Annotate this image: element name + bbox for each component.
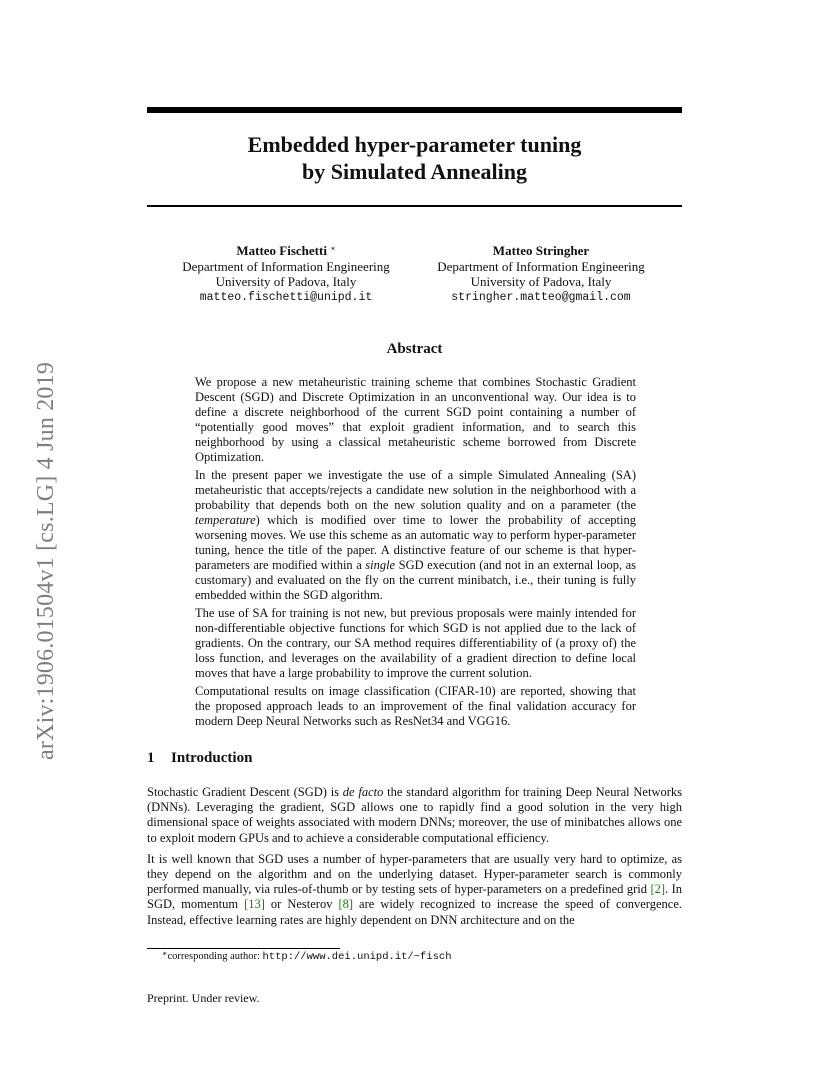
author-block-2	[406, 243, 676, 305]
author-name: Matteo Fischetti	[236, 243, 327, 258]
abstract-text: ) which is modified over time to lower the probability of accepting worsening moves. We use this scheme as an automatic way to perform hyper-parameter tuning, hence the title of the paper. A distinctive feature of our scheme is that hyper-parameters are modified within a	[195, 513, 636, 572]
abstract-body	[195, 375, 636, 732]
section-number: 1	[147, 750, 155, 766]
abstract-text: In the present paper we investigate the use of a simple Simulated Annealing (SA) metaheuristic that accepts/rejects a candidate new solution in the neighborhood with a probability that depends both on the new solution quality and on a parameter (the	[195, 468, 636, 512]
author-email[interactable]: stringher.matteo@gmail.com	[451, 290, 631, 304]
introduction-body	[147, 785, 682, 934]
author-email[interactable]: matteo.fischetti@unipd.it	[199, 290, 373, 304]
section-title: Introduction	[171, 750, 253, 766]
intro-paragraph-2	[147, 852, 682, 928]
footnote-mark: ∗	[330, 244, 336, 253]
footnote	[162, 951, 452, 963]
body-text: or Nesterov	[264, 897, 339, 912]
body-text: the standard algorithm for training Deep Neural Networks (DNNs). Leveraging the gradient, SGD allows one to rapidly find a good solution in the very high dimensional space of weights associated with modern DNNs; moreover, the use of minibatches allows one to exploit modern GPUs and to achieve a considerable computational efficiency.	[147, 785, 682, 845]
arxiv-identifier: arXiv:1906.01504v1 [cs.LG] 4 Jun 2019	[33, 361, 59, 760]
abstract-heading: Abstract	[386, 341, 443, 357]
intro-paragraph-1	[147, 785, 682, 846]
citation-link[interactable]: [8]	[338, 897, 354, 912]
citation-link[interactable]: [13]	[244, 897, 265, 912]
body-text: are widely recognized to increase the speed of convergence. Instead, effective learning rates are highly dependent on DNN architecture and on the	[147, 897, 682, 927]
body-text: Stochastic Gradient Descent (SGD) is	[147, 785, 343, 799]
footnote-mark: ∗	[162, 949, 168, 958]
emphasis: single	[365, 558, 396, 572]
abstract-paragraph-3: The use of SA for training is not new, but previous proposals were mainly intended for non-differentiable objective functions for which SGD is not applied due to the lack of gradients. On the contrary, our SA method requires differentiability of (a proxy of) the loss function, and leverages on the availability of a gradient direction to define local moves that have a large probability to improve the current solution.	[195, 606, 636, 680]
author-department: Department of Information Engineering	[182, 258, 390, 274]
emphasis: temperature	[195, 513, 256, 527]
emphasis: de facto	[342, 785, 384, 799]
citation-link[interactable]: [2]	[650, 882, 666, 897]
abstract-paragraph-1: We propose a new metaheuristic training scheme that combines Stochastic Gradient Descent (SGD) and Discrete Optimization in an unconventional way. Our idea is to define a discrete neighborhood of the current SGD point containing a number of “potentially good moves” that exploit gradient information, and to search this neighborhood by using a classical metaheuristic scheme borrowed from Discrete Optimization.	[195, 375, 636, 464]
footnote-text: corresponding author:	[167, 951, 263, 962]
body-text: . In SGD, momentum	[147, 882, 683, 912]
author-name: Matteo Stringher	[492, 243, 590, 258]
body-text: It is well known that SGD uses a number of hyper-parameters that are usually very hard to optimize, as they depend on the algorithm and on the underlying dataset. Hyper-parameter search is commonly performed manually, via rules-of-thumb or by testing sets of hyper-parameters on a predefined grid	[147, 851, 682, 897]
footnote-rule	[147, 948, 340, 949]
preprint-notice: Preprint. Under review.	[147, 991, 260, 1005]
footnote-url[interactable]: http://www.dei.unipd.it/~fisch	[262, 951, 452, 963]
paper-title	[147, 131, 682, 185]
title-top-rule	[147, 107, 682, 113]
title-bottom-rule	[147, 205, 682, 207]
author-university: University of Padova, Italy	[215, 274, 357, 289]
abstract-paragraph-4: Computational results on image classification (CIFAR-10) are reported, showing that the proposed approach leads to an improvement of the final validation accuracy for modern Deep Neural Networks such as ResNet34 and VGG16.	[195, 684, 636, 728]
author-department: Department of Information Engineering	[437, 258, 645, 274]
abstract-paragraph-2	[195, 468, 636, 603]
title-line-2: by Simulated Annealing	[302, 159, 527, 184]
abstract-text: SGD execution (and not in an external loop, as customary) and evaluated on the fly on the current minibatch, i.e., their tuning is fully embedded within the SGD algorithm.	[195, 558, 636, 602]
title-line-1: Embedded hyper-parameter tuning	[247, 132, 582, 157]
author-university: University of Padova, Italy	[470, 274, 612, 289]
author-block-1	[151, 243, 421, 305]
section-heading	[147, 750, 252, 767]
